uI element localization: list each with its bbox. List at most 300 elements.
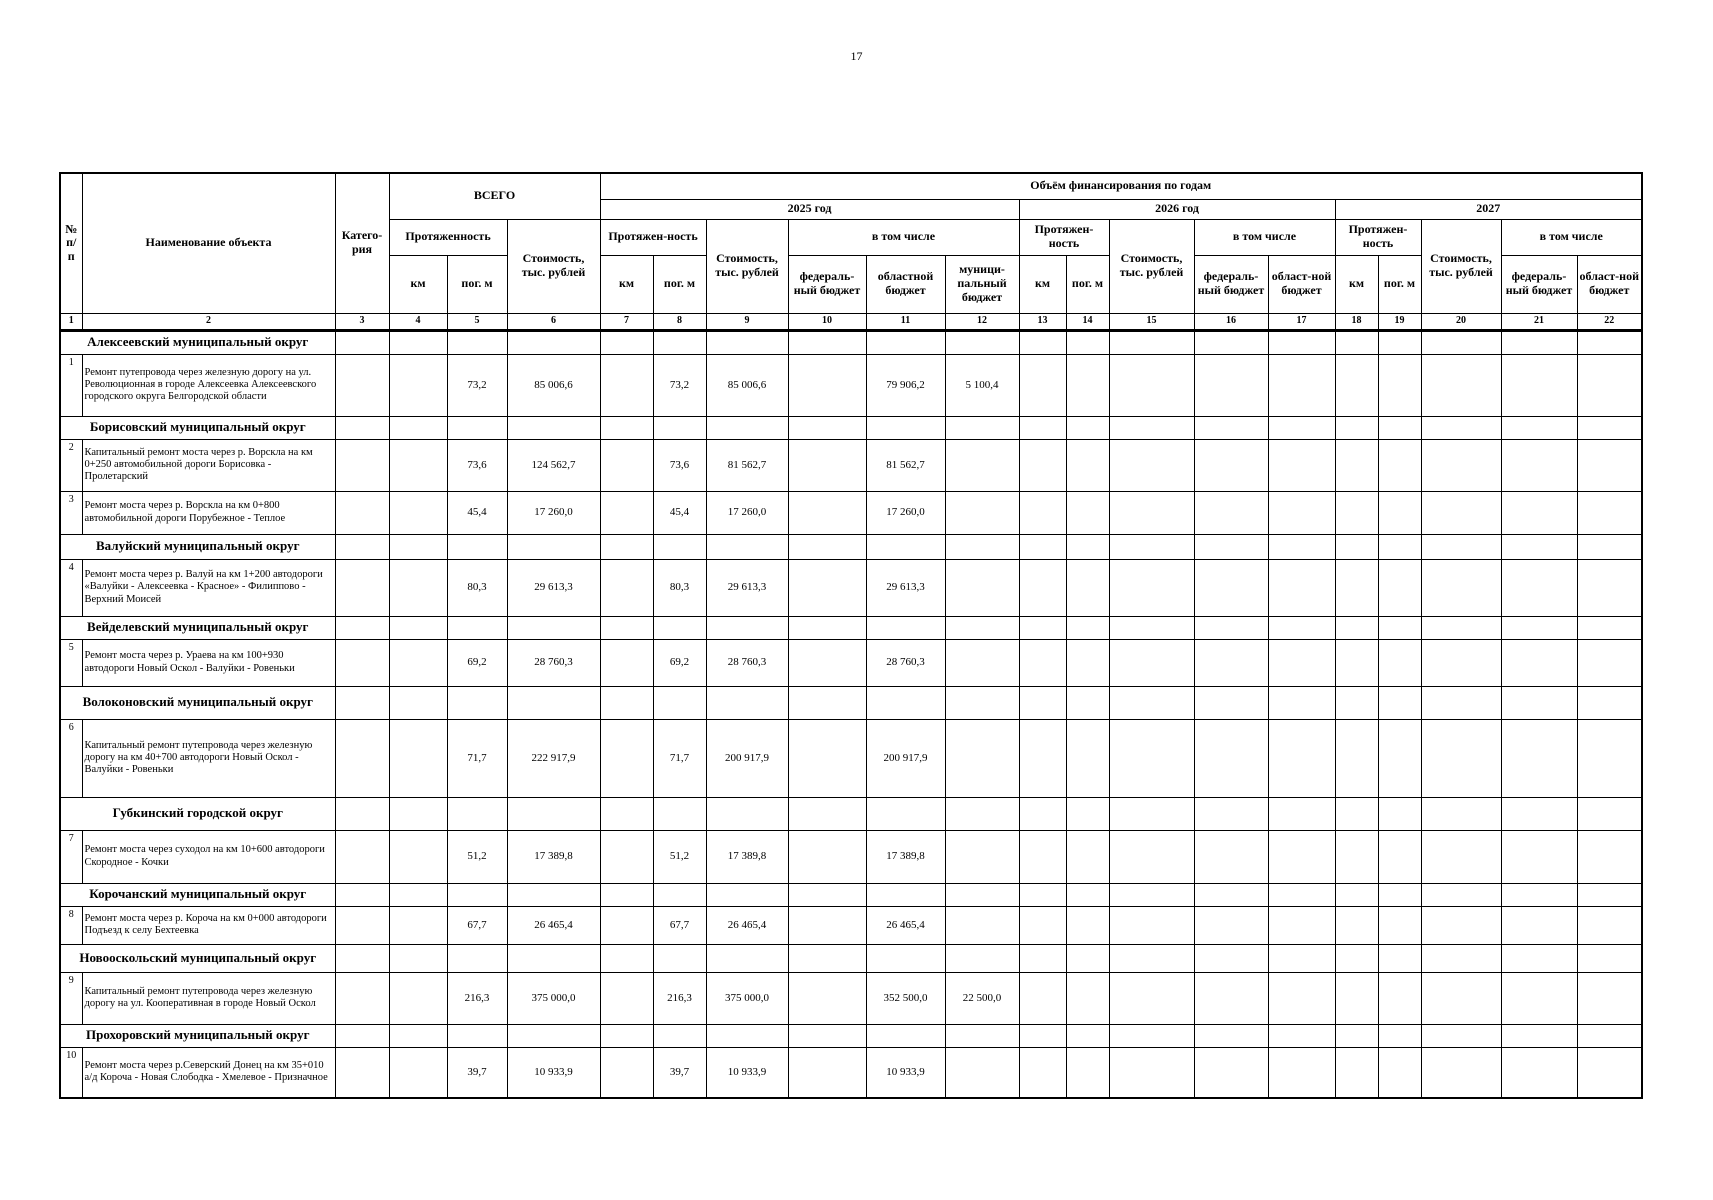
empty-cell [1268, 491, 1335, 534]
municipal-2025 [945, 639, 1019, 686]
empty-cell [1335, 1024, 1378, 1047]
empty-cell [1421, 354, 1501, 416]
federal-2025-cell [788, 559, 866, 616]
empty-cell [866, 883, 945, 906]
empty-cell [1066, 883, 1109, 906]
empty-cell [1501, 1024, 1577, 1047]
empty-cell [706, 944, 788, 972]
empty-cell [447, 1024, 507, 1047]
empty-cell [1066, 534, 1109, 559]
empty-cell [1577, 883, 1642, 906]
km-2025-cell [600, 830, 653, 883]
header-including-2027: в том числе [1501, 219, 1642, 255]
empty-cell [447, 797, 507, 830]
total-length-m: 67,7 [447, 906, 507, 944]
empty-cell [335, 686, 389, 719]
empty-cell [389, 616, 447, 639]
empty-cell [1019, 1024, 1066, 1047]
column-number: 8 [653, 313, 706, 330]
regional-2025: 200 917,9 [866, 719, 945, 797]
empty-cell [1378, 616, 1421, 639]
empty-cell [1378, 354, 1421, 416]
empty-cell [1335, 416, 1378, 439]
district-name: Вейделевский муниципальный округ [60, 616, 335, 639]
empty-cell [1335, 330, 1378, 354]
empty-cell [653, 534, 706, 559]
header-length-2027: Протяжен-ность [1335, 219, 1421, 255]
empty-cell [1501, 719, 1577, 797]
empty-cell [1335, 491, 1378, 534]
column-number: 21 [1501, 313, 1577, 330]
empty-cell [706, 883, 788, 906]
district-row [60, 883, 1642, 906]
empty-cell [389, 944, 447, 972]
empty-cell [1019, 830, 1066, 883]
municipal-2025 [945, 559, 1019, 616]
empty-cell [1109, 1047, 1194, 1098]
header-category: Катего-рия [335, 173, 389, 313]
empty-cell [1378, 719, 1421, 797]
empty-cell [1421, 1047, 1501, 1098]
empty-cell [1066, 972, 1109, 1024]
empty-cell [945, 686, 1019, 719]
empty-cell [1501, 906, 1577, 944]
empty-cell [1194, 972, 1268, 1024]
length-m-2025: 73,2 [653, 354, 706, 416]
empty-cell [1378, 797, 1421, 830]
empty-cell [1066, 491, 1109, 534]
empty-cell [1066, 719, 1109, 797]
empty-cell [1019, 797, 1066, 830]
empty-cell [507, 944, 600, 972]
empty-cell [1577, 972, 1642, 1024]
empty-cell [507, 330, 600, 354]
regional-2025: 79 906,2 [866, 354, 945, 416]
district-row [60, 797, 1642, 830]
empty-cell [1019, 686, 1066, 719]
empty-cell [866, 416, 945, 439]
empty-cell [1019, 559, 1066, 616]
total-km-cell [389, 354, 447, 416]
empty-cell [1268, 416, 1335, 439]
row-number: 9 [60, 972, 82, 1024]
table-row [60, 719, 1642, 797]
empty-cell [1194, 416, 1268, 439]
empty-cell [507, 534, 600, 559]
empty-cell [1268, 686, 1335, 719]
km-2025-cell [600, 972, 653, 1024]
empty-cell [1109, 883, 1194, 906]
empty-cell [945, 330, 1019, 354]
header-year-2025: 2025 год [600, 199, 1019, 219]
empty-cell [1066, 944, 1109, 972]
empty-cell [1194, 719, 1268, 797]
empty-cell [1268, 439, 1335, 491]
object-name: Ремонт моста через р.Северский Донец на км 35+010 а/д Короча - Новая Слободка - Хмелевое - Призначное [82, 1047, 335, 1098]
empty-cell [788, 416, 866, 439]
cost-2025: 26 465,4 [706, 906, 788, 944]
empty-cell [1577, 1024, 1642, 1047]
empty-cell [1378, 972, 1421, 1024]
district-row [60, 944, 1642, 972]
empty-cell [706, 534, 788, 559]
empty-cell [1501, 830, 1577, 883]
empty-cell [447, 616, 507, 639]
column-number: 6 [507, 313, 600, 330]
empty-cell [1109, 906, 1194, 944]
header-total: ВСЕГО [389, 173, 600, 219]
empty-cell [447, 534, 507, 559]
empty-cell [1066, 906, 1109, 944]
header-including-2026: в том числе [1194, 219, 1335, 255]
empty-cell [1109, 719, 1194, 797]
empty-cell [653, 883, 706, 906]
km-2025-cell [600, 559, 653, 616]
federal-2025-cell [788, 639, 866, 686]
empty-cell [1109, 439, 1194, 491]
empty-cell [788, 616, 866, 639]
municipal-2025 [945, 491, 1019, 534]
empty-cell [1335, 439, 1378, 491]
page-number: 17 [850, 49, 863, 63]
municipal-2025: 22 500,0 [945, 972, 1019, 1024]
empty-cell [1577, 416, 1642, 439]
regional-2025: 10 933,9 [866, 1047, 945, 1098]
km-2025-cell [600, 491, 653, 534]
empty-cell [389, 416, 447, 439]
empty-cell [1378, 906, 1421, 944]
district-row [60, 616, 1642, 639]
cost-2025: 10 933,9 [706, 1047, 788, 1098]
empty-cell [653, 330, 706, 354]
empty-cell [1378, 330, 1421, 354]
empty-cell [1194, 830, 1268, 883]
empty-cell [1335, 1047, 1378, 1098]
empty-cell [1335, 972, 1378, 1024]
empty-cell [1066, 330, 1109, 354]
object-name: Ремонт моста через р. Ворскла на км 0+800 автомобильной дороги Порубежное - Теплое [82, 491, 335, 534]
empty-cell [1066, 639, 1109, 686]
empty-cell [866, 797, 945, 830]
empty-cell [1268, 354, 1335, 416]
category-cell [335, 491, 389, 534]
km-2025-cell [600, 1047, 653, 1098]
empty-cell [706, 1024, 788, 1047]
category-cell [335, 439, 389, 491]
municipal-2025 [945, 906, 1019, 944]
empty-cell [1194, 639, 1268, 686]
empty-cell [1066, 439, 1109, 491]
empty-cell [1335, 534, 1378, 559]
empty-cell [1335, 883, 1378, 906]
empty-cell [1066, 830, 1109, 883]
row-number: 4 [60, 559, 82, 616]
km-2025-cell [600, 639, 653, 686]
empty-cell [335, 616, 389, 639]
federal-2025-cell [788, 906, 866, 944]
empty-cell [1577, 686, 1642, 719]
empty-cell [1019, 439, 1066, 491]
empty-cell [1577, 330, 1642, 354]
column-number-row [60, 313, 1642, 330]
cost-2025: 28 760,3 [706, 639, 788, 686]
empty-cell [1194, 883, 1268, 906]
empty-cell [1268, 906, 1335, 944]
category-cell [335, 639, 389, 686]
empty-cell [945, 944, 1019, 972]
total-length-m: 69,2 [447, 639, 507, 686]
header-cost-2026: Стоимость, тыс. рублей [1109, 219, 1194, 313]
empty-cell [1194, 354, 1268, 416]
column-number: 17 [1268, 313, 1335, 330]
empty-cell [1335, 944, 1378, 972]
empty-cell [1421, 439, 1501, 491]
empty-cell [1019, 719, 1066, 797]
empty-cell [1577, 639, 1642, 686]
empty-cell [653, 686, 706, 719]
total-km-cell [389, 439, 447, 491]
object-name: Капитальный ремонт моста через р. Ворскла на км 0+250 автомобильной дороги Борисовка - Пролетарский [82, 439, 335, 491]
empty-cell [1501, 491, 1577, 534]
empty-cell [1378, 944, 1421, 972]
empty-cell [945, 616, 1019, 639]
column-number: 1 [60, 313, 82, 330]
empty-cell [1109, 1024, 1194, 1047]
length-m-2025: 45,4 [653, 491, 706, 534]
empty-cell [1378, 559, 1421, 616]
district-row [60, 534, 1642, 559]
empty-cell [1501, 416, 1577, 439]
regional-2025: 81 562,7 [866, 439, 945, 491]
empty-cell [1501, 330, 1577, 354]
empty-cell [1421, 416, 1501, 439]
empty-cell [1577, 797, 1642, 830]
header-pog-m-2025: пог. м [653, 255, 706, 313]
empty-cell [1019, 616, 1066, 639]
empty-cell [945, 1024, 1019, 1047]
district-name: Валуйский муниципальный округ [60, 534, 335, 559]
header-year-2027: 2027 [1335, 199, 1642, 219]
column-number: 3 [335, 313, 389, 330]
empty-cell [1194, 1047, 1268, 1098]
empty-cell [866, 686, 945, 719]
empty-cell [1268, 534, 1335, 559]
header-federal-2026: федераль-ный бюджет [1194, 255, 1268, 313]
empty-cell [1421, 639, 1501, 686]
empty-cell [1109, 559, 1194, 616]
table-row [60, 906, 1642, 944]
header-including-2025: в том числе [788, 219, 1019, 255]
column-number: 7 [600, 313, 653, 330]
empty-cell [866, 534, 945, 559]
empty-cell [1378, 1024, 1421, 1047]
header-pog-m-2026: пог. м [1066, 255, 1109, 313]
empty-cell [1268, 972, 1335, 1024]
federal-2025-cell [788, 439, 866, 491]
empty-cell [447, 883, 507, 906]
empty-cell [1194, 534, 1268, 559]
cost-2025: 375 000,0 [706, 972, 788, 1024]
table-row [60, 491, 1642, 534]
empty-cell [1577, 559, 1642, 616]
header-km-2025: км [600, 255, 653, 313]
header-federal-2025: федераль-ный бюджет [788, 255, 866, 313]
total-cost: 17 260,0 [507, 491, 600, 534]
column-number: 20 [1421, 313, 1501, 330]
municipal-2025: 5 100,4 [945, 354, 1019, 416]
empty-cell [600, 1024, 653, 1047]
empty-cell [1421, 686, 1501, 719]
empty-cell [1109, 330, 1194, 354]
empty-cell [447, 416, 507, 439]
empty-cell [389, 534, 447, 559]
empty-cell [653, 797, 706, 830]
empty-cell [788, 797, 866, 830]
empty-cell [1109, 686, 1194, 719]
object-name: Ремонт путепровода через железную дорогу на ул. Революционная в городе Алексеевка Алексеевского городского округа Белгородской области [82, 354, 335, 416]
empty-cell [1019, 416, 1066, 439]
empty-cell [1335, 639, 1378, 686]
empty-cell [1421, 491, 1501, 534]
regional-2025: 26 465,4 [866, 906, 945, 944]
empty-cell [1501, 1047, 1577, 1098]
empty-cell [1378, 883, 1421, 906]
district-name: Алексеевский муниципальный округ [60, 330, 335, 354]
row-number: 1 [60, 354, 82, 416]
header-length-2025: Протяжен-ность [600, 219, 706, 255]
empty-cell [1194, 686, 1268, 719]
total-length-m: 216,3 [447, 972, 507, 1024]
empty-cell [1109, 354, 1194, 416]
header-pog-m-2027: пог. м [1378, 255, 1421, 313]
empty-cell [1577, 354, 1642, 416]
empty-cell [389, 883, 447, 906]
total-length-m: 51,2 [447, 830, 507, 883]
empty-cell [1019, 330, 1066, 354]
municipal-2025 [945, 830, 1019, 883]
empty-cell [945, 416, 1019, 439]
empty-cell [1194, 906, 1268, 944]
empty-cell [1335, 354, 1378, 416]
empty-cell [866, 1024, 945, 1047]
federal-2025-cell [788, 491, 866, 534]
regional-2025: 29 613,3 [866, 559, 945, 616]
funding-table [59, 172, 1643, 1099]
empty-cell [1577, 439, 1642, 491]
empty-cell [1066, 797, 1109, 830]
total-length-m: 73,6 [447, 439, 507, 491]
table-row [60, 830, 1642, 883]
header-num: № п/п [60, 173, 82, 313]
empty-cell [706, 797, 788, 830]
empty-cell [389, 1024, 447, 1047]
empty-cell [447, 330, 507, 354]
empty-cell [1268, 559, 1335, 616]
empty-cell [507, 616, 600, 639]
district-name: Волоконовский муниципальный округ [60, 686, 335, 719]
empty-cell [1378, 639, 1421, 686]
empty-cell [1421, 559, 1501, 616]
empty-cell [1335, 719, 1378, 797]
total-cost: 29 613,3 [507, 559, 600, 616]
total-cost: 85 006,6 [507, 354, 600, 416]
empty-cell [1066, 1047, 1109, 1098]
empty-cell [600, 883, 653, 906]
empty-cell [1194, 797, 1268, 830]
object-name: Ремонт моста через р. Короча на км 0+000 автодороги Подъезд к селу Бехтеевка [82, 906, 335, 944]
empty-cell [507, 1024, 600, 1047]
municipal-2025 [945, 1047, 1019, 1098]
header-regional-2027: област-ной бюджет [1577, 255, 1642, 313]
empty-cell [1268, 883, 1335, 906]
column-number: 12 [945, 313, 1019, 330]
column-number: 10 [788, 313, 866, 330]
empty-cell [1268, 616, 1335, 639]
empty-cell [1335, 616, 1378, 639]
cost-2025: 200 917,9 [706, 719, 788, 797]
empty-cell [1501, 354, 1577, 416]
total-cost: 124 562,7 [507, 439, 600, 491]
table-row [60, 972, 1642, 1024]
empty-cell [1019, 972, 1066, 1024]
row-number: 7 [60, 830, 82, 883]
empty-cell [1066, 1024, 1109, 1047]
table-row [60, 1047, 1642, 1098]
length-m-2025: 73,6 [653, 439, 706, 491]
header-regional-2025: областной бюджет [866, 255, 945, 313]
empty-cell [1019, 354, 1066, 416]
empty-cell [866, 944, 945, 972]
regional-2025: 352 500,0 [866, 972, 945, 1024]
column-number: 16 [1194, 313, 1268, 330]
header-km: км [389, 255, 447, 313]
empty-cell [1501, 972, 1577, 1024]
empty-cell [1501, 439, 1577, 491]
district-row [60, 330, 1642, 354]
empty-cell [1194, 559, 1268, 616]
empty-cell [1501, 616, 1577, 639]
empty-cell [389, 330, 447, 354]
empty-cell [1194, 439, 1268, 491]
column-number: 15 [1109, 313, 1194, 330]
empty-cell [1501, 534, 1577, 559]
empty-cell [706, 686, 788, 719]
header-km-2026: км [1019, 255, 1066, 313]
empty-cell [335, 416, 389, 439]
empty-cell [1335, 830, 1378, 883]
empty-cell [1109, 491, 1194, 534]
category-cell [335, 906, 389, 944]
empty-cell [706, 416, 788, 439]
empty-cell [335, 330, 389, 354]
total-cost: 10 933,9 [507, 1047, 600, 1098]
header-year-2026: 2026 год [1019, 199, 1335, 219]
empty-cell [1577, 534, 1642, 559]
empty-cell [335, 883, 389, 906]
column-number: 14 [1066, 313, 1109, 330]
total-cost: 17 389,8 [507, 830, 600, 883]
empty-cell [945, 883, 1019, 906]
km-2025-cell [600, 439, 653, 491]
length-m-2025: 71,7 [653, 719, 706, 797]
column-number: 22 [1577, 313, 1642, 330]
empty-cell [1019, 883, 1066, 906]
empty-cell [653, 944, 706, 972]
empty-cell [1194, 616, 1268, 639]
header-pog-m: пог. м [447, 255, 507, 313]
empty-cell [1335, 797, 1378, 830]
table-row [60, 354, 1642, 416]
